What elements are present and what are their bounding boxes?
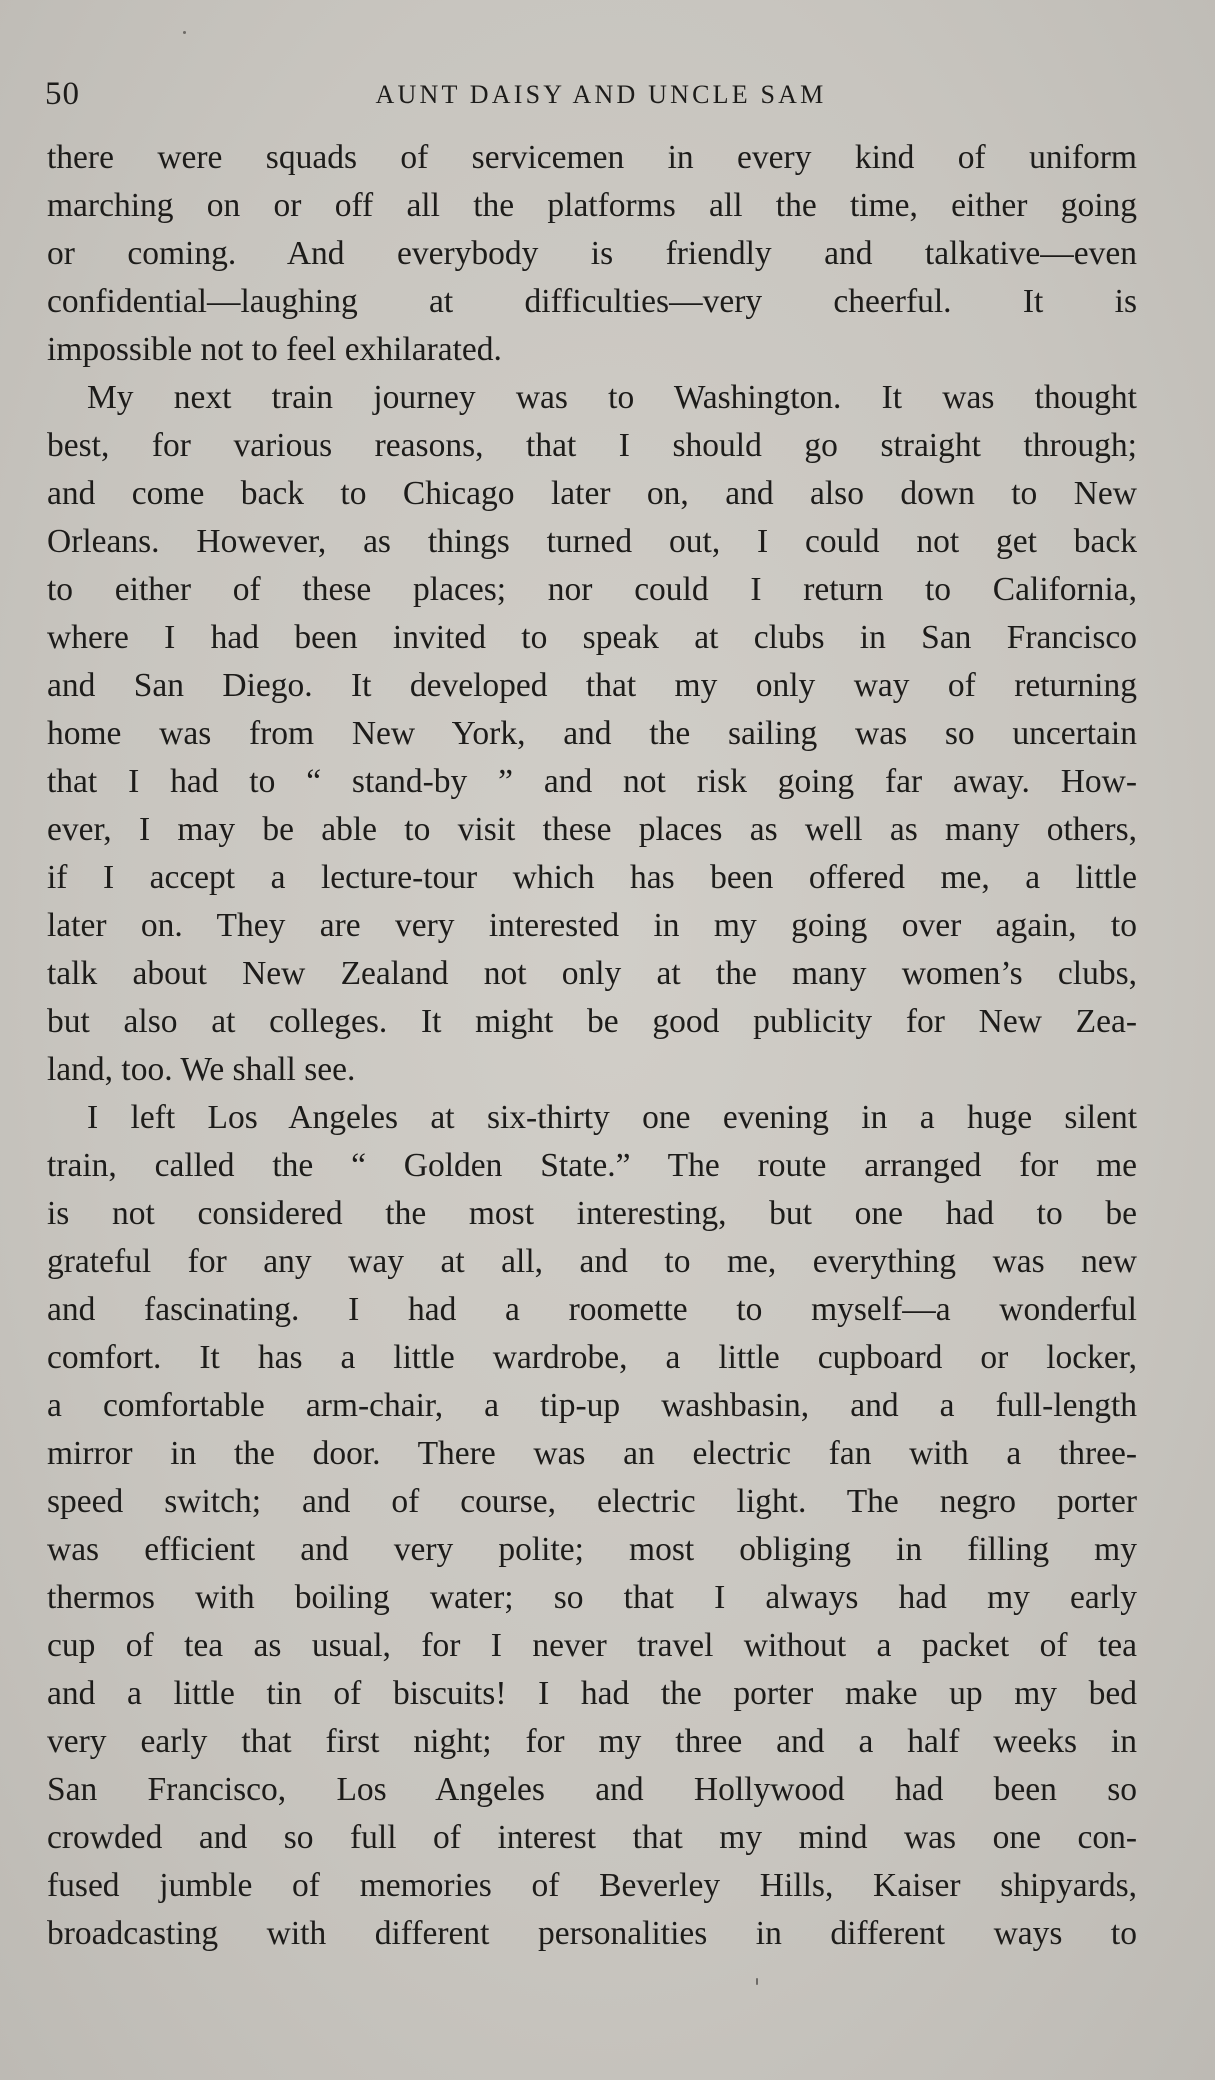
- text-line: later on. They are very interested in my going over again, to: [47, 907, 1137, 944]
- text-line: cup of tea as usual, for I never travel without a packet of tea: [47, 1627, 1137, 1664]
- text-line: and a little tin of biscuits! I had the porter make up my bed: [47, 1675, 1137, 1712]
- text-line: very early that first night; for my three and a half weeks in: [47, 1723, 1137, 1760]
- text-line: or coming. And everybody is friendly and talkative—even: [47, 235, 1137, 272]
- text-line: talk about New Zealand not only at the many women’s clubs,: [47, 955, 1137, 992]
- paragraph-start-line: I left Los Angeles at six-thirty one evening in a huge silent: [87, 1099, 1137, 1136]
- text-line: land, too. We shall see.: [47, 1051, 356, 1088]
- text-line: fused jumble of memories of Beverley Hills, Kaiser shipyards,: [47, 1867, 1137, 1904]
- text-line: broadcasting with different personalities in different ways to: [47, 1915, 1137, 1952]
- running-title: AUNT DAISY AND UNCLE SAM: [375, 80, 827, 109]
- text-line: San Francisco, Los Angeles and Hollywood had been so: [47, 1771, 1137, 1808]
- text-line: thermos with boiling water; so that I always had my early: [47, 1579, 1137, 1616]
- text-line: to either of these places; nor could I return to California,: [47, 571, 1137, 608]
- text-line: and come back to Chicago later on, and also down to New: [47, 475, 1137, 512]
- paper-speck: [183, 31, 186, 34]
- text-line: confidential—laughing at difficulties—very cheerful. It is: [47, 283, 1137, 320]
- text-line: train, called the “ Golden State.” The route arranged for me: [47, 1147, 1137, 1184]
- text-line: crowded and so full of interest that my mind was one con-: [47, 1819, 1137, 1856]
- running-head: [45, 76, 1135, 116]
- text-line: that I had to “ stand-by ” and not risk going far away. How-: [47, 763, 1137, 800]
- text-line: is not considered the most interesting, but one had to be: [47, 1195, 1137, 1232]
- paragraph-start-line: My next train journey was to Washington. It was thought: [87, 379, 1137, 416]
- text-line: ever, I may be able to visit these places as well as many others,: [47, 811, 1137, 848]
- text-line: mirror in the door. There was an electric fan with a three-: [47, 1435, 1137, 1472]
- text-line: if I accept a lecture-tour which has been offered me, a little: [47, 859, 1137, 896]
- page-number: 50: [45, 76, 80, 112]
- text-line: there were squads of servicemen in every kind of uniform: [47, 139, 1137, 176]
- text-line: and San Diego. It developed that my only way of returning: [47, 667, 1137, 704]
- text-line: and fascinating. I had a roomette to myself—a wonderful: [47, 1291, 1137, 1328]
- body-text: [47, 134, 1137, 1958]
- text-line: comfort. It has a little wardrobe, a little cupboard or locker,: [47, 1339, 1137, 1376]
- text-line: Orleans. However, as things turned out, I could not get back: [47, 523, 1137, 560]
- text-line: speed switch; and of course, electric light. The negro porter: [47, 1483, 1137, 1520]
- text-line: best, for various reasons, that I should go straight through;: [47, 427, 1137, 464]
- text-line: impossible not to feel exhilarated.: [47, 331, 502, 368]
- text-line: was efficient and very polite; most obliging in filling my: [47, 1531, 1137, 1568]
- text-line: where I had been invited to speak at clubs in San Francisco: [47, 619, 1137, 656]
- text-line: a comfortable arm-chair, a tip-up washbasin, and a full-length: [47, 1387, 1137, 1424]
- text-line: grateful for any way at all, and to me, everything was new: [47, 1243, 1137, 1280]
- text-line: marching on or off all the platforms all the time, either going: [47, 187, 1137, 224]
- paper-speck: [756, 1978, 758, 1985]
- text-line: home was from New York, and the sailing was so uncertain: [47, 715, 1137, 752]
- text-line: but also at colleges. It might be good publicity for New Zea-: [47, 1003, 1137, 1040]
